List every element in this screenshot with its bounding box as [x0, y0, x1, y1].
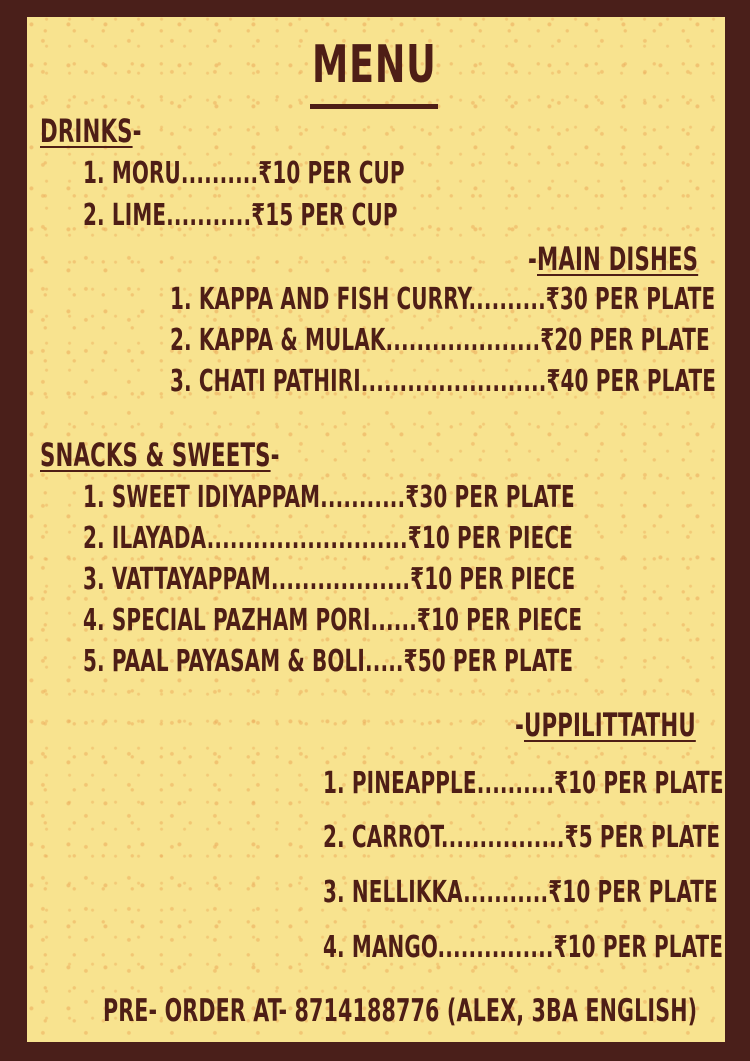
main-dishes-item-1: 1. KAPPA AND FISH CURRY..........₹30 PER PLATE: [170, 282, 716, 317]
main-dishes-item-3: 3. CHATI PATHIRI........................₹40 PER PLATE: [170, 364, 717, 399]
menu-title: MENU: [312, 35, 437, 95]
main-dishes-heading-row: [528, 240, 699, 278]
main-dishes-heading-dash: -: [528, 240, 537, 278]
main-dishes-heading: MAIN DISHES: [536, 240, 699, 278]
snacks-item-3: 3. VATTAYAPPAM..................₹10 PER PIECE: [83, 562, 576, 597]
uppilittathu-heading-dash: -: [515, 706, 524, 744]
snacks-heading-dash: -: [270, 436, 280, 474]
pre-order-footer: PRE- ORDER AT- 8714188776 (ALEX, 3BA ENGLISH): [103, 993, 698, 1029]
uppilittathu-heading-row: [515, 706, 696, 744]
snacks-item-2: 2. ILAYADA..........................₹10 PER PIECE: [83, 521, 573, 556]
title-underline: [310, 104, 438, 109]
drinks-item-2: 2. LIME...........₹15 PER CUP: [83, 198, 398, 233]
uppilittathu-item-1: 1. PINEAPPLE..........₹10 PER PLATE: [323, 766, 724, 801]
uppilittathu-item-2: 2. CARROT................₹5 PER PLATE: [323, 820, 721, 855]
snacks-heading-row: [40, 436, 280, 474]
snacks-item-5: 5. PAAL PAYASAM & BOLI.....₹50 PER PLATE: [83, 644, 574, 679]
snacks-item-4: 4. SPECIAL PAZHAM PORI......₹10 PER PIECE: [83, 603, 583, 638]
drinks-item-1: 1. MORU..........₹10 PER CUP: [83, 156, 405, 191]
snacks-heading: SNACKS & SWEETS: [40, 436, 271, 474]
drinks-heading-row: [40, 112, 142, 150]
menu-paper: [27, 17, 725, 1042]
uppilittathu-heading: UPPILITTATHU: [523, 706, 696, 744]
uppilittathu-item-3: 3. NELLIKKA...........₹10 PER PLATE: [323, 875, 718, 910]
snacks-item-1: 1. SWEET IDIYAPPAM...........₹30 PER PLATE: [83, 480, 575, 515]
main-dishes-item-2: 2. KAPPA & MULAK....................₹20 PER PLATE: [170, 323, 710, 358]
drinks-heading-dash: -: [132, 112, 142, 150]
uppilittathu-item-4: 4. MANGO...............₹10 PER PLATE: [323, 930, 724, 965]
drinks-heading: DRINKS: [40, 112, 133, 150]
